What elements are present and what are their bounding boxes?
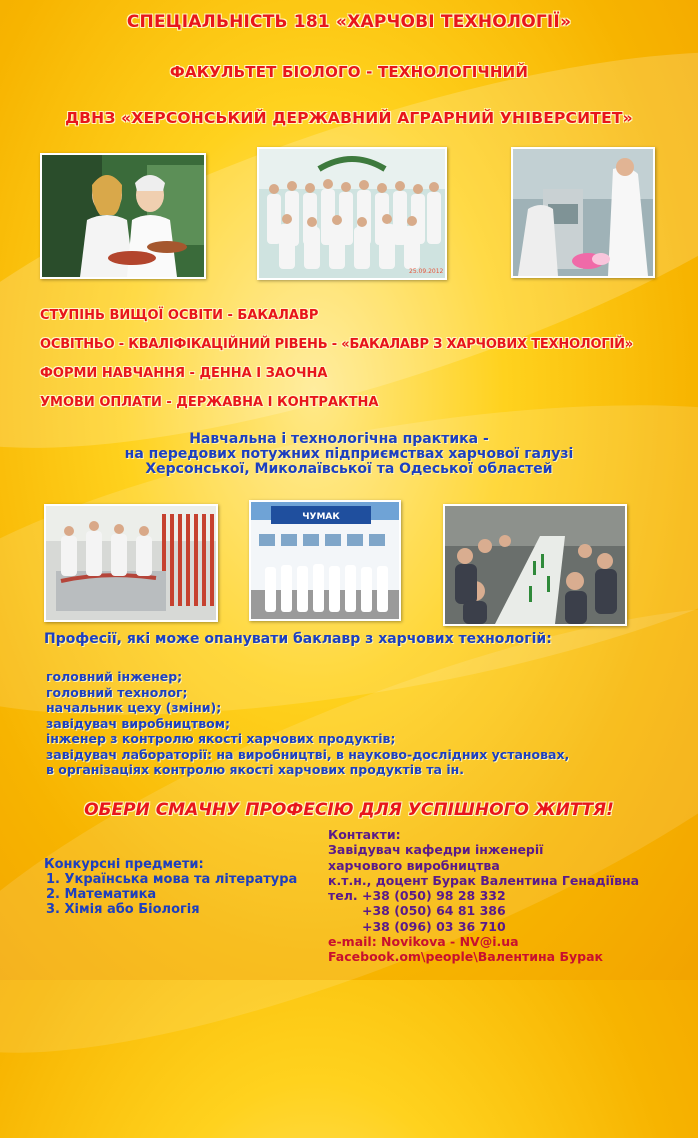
header-university: ДВНЗ «ХЕРСОНСЬКИЙ ДЕРЖАВНИЙ АГРАРНИЙ УНІВЕРСИТЕТ»: [65, 109, 633, 127]
photo-students-table: [443, 504, 627, 626]
contacts-block: [328, 827, 639, 965]
photo-lab-women: [40, 153, 206, 279]
contacts-title: Контакти:: [328, 827, 401, 842]
contact-facebook[interactable]: Facebook.om\people\Валентина Бурак: [328, 949, 603, 965]
header-faculty: ФАКУЛЬТЕТ БІОЛОГО - ТЕХНОЛОГІЧНИЙ: [169, 63, 529, 81]
payment-line: УМОВИ ОПЛАТИ - ДЕРЖАВНА І КОНТРАКТНА: [40, 395, 379, 410]
professions-list: [46, 669, 569, 778]
photo-date: 25.09.2012: [409, 268, 444, 275]
slogan: ОБЕРИ СМАЧНУ ПРОФЕСІЮ ДЛЯ УСПІШНОГО ЖИТТЯ!: [84, 800, 614, 820]
study-forms-line: ФОРМИ НАВЧАННЯ - ДЕННА І ЗАОЧНА: [40, 366, 328, 381]
practice-line-2: на передових потужних підприємствах харчової галузі: [124, 446, 574, 462]
list-item: 3. Хімія або Біологія: [46, 902, 200, 917]
professions-title: Професії, які може опанувати баклавр з харчових технологій:: [44, 631, 552, 647]
degree-line: СТУПІНЬ ВИЩОЇ ОСВІТИ - БАКАЛАВР: [40, 308, 319, 323]
header-specialty: СПЕЦІАЛЬНІСТЬ 181 «ХАРЧОВІ ТЕХНОЛОГІЇ»: [126, 12, 572, 32]
list-item: начальник цеху (зміни);: [46, 700, 222, 715]
entrance-subjects: [44, 857, 297, 917]
list-item: завідувач лабораторії: на виробництві, в науково-дослідних установах,: [46, 746, 570, 762]
list-item: 1. Українська мова та література: [46, 872, 298, 887]
contact-phone: тел. +38 (050) 98 28 332: [328, 888, 506, 904]
factory-sign: ЧУМАК: [302, 512, 340, 522]
contact-department: харчового виробництва: [328, 857, 500, 873]
list-item: завідувач виробництвом;: [46, 715, 230, 731]
contact-name: к.т.н., доцент Бурак Валентина Генадіївна: [328, 872, 640, 888]
contact-phone: +38 (050) 64 81 386: [362, 903, 506, 919]
practice-line-1: Навчальна і технологічна практика -: [189, 431, 489, 447]
practice-line-3: Херсонської, Миколаївської та Одеської областей: [145, 461, 553, 477]
list-item: головний інженер;: [46, 669, 183, 684]
photo-factory-chumak: [249, 500, 401, 621]
qualification-line: ОСВІТНЬО - КВАЛІФІКАЦІЙНИЙ РІВЕНЬ - «БАКАЛАВР З ХАРЧОВИХ ТЕХНОЛОГІЙ»: [40, 337, 633, 352]
photo-student-group: [257, 147, 447, 280]
subjects-title: Конкурсні предмети:: [44, 857, 204, 872]
contact-position: Завідувач кафедри інженерії: [328, 842, 544, 858]
list-item: головний технолог;: [46, 684, 188, 700]
photo-lab-equipment: [511, 147, 655, 278]
list-item: інженер з контролю якості харчових продуктів;: [46, 731, 396, 746]
contact-phone: +38 (096) 03 36 710: [362, 918, 506, 934]
list-item: 2. Математика: [46, 887, 157, 902]
contact-email[interactable]: e-mail: Novikova - NV@i.ua: [328, 934, 519, 950]
photo-sausage-production: [44, 504, 218, 622]
list-item: в організаціях контролю якості харчових продуктів та ін.: [46, 762, 464, 777]
